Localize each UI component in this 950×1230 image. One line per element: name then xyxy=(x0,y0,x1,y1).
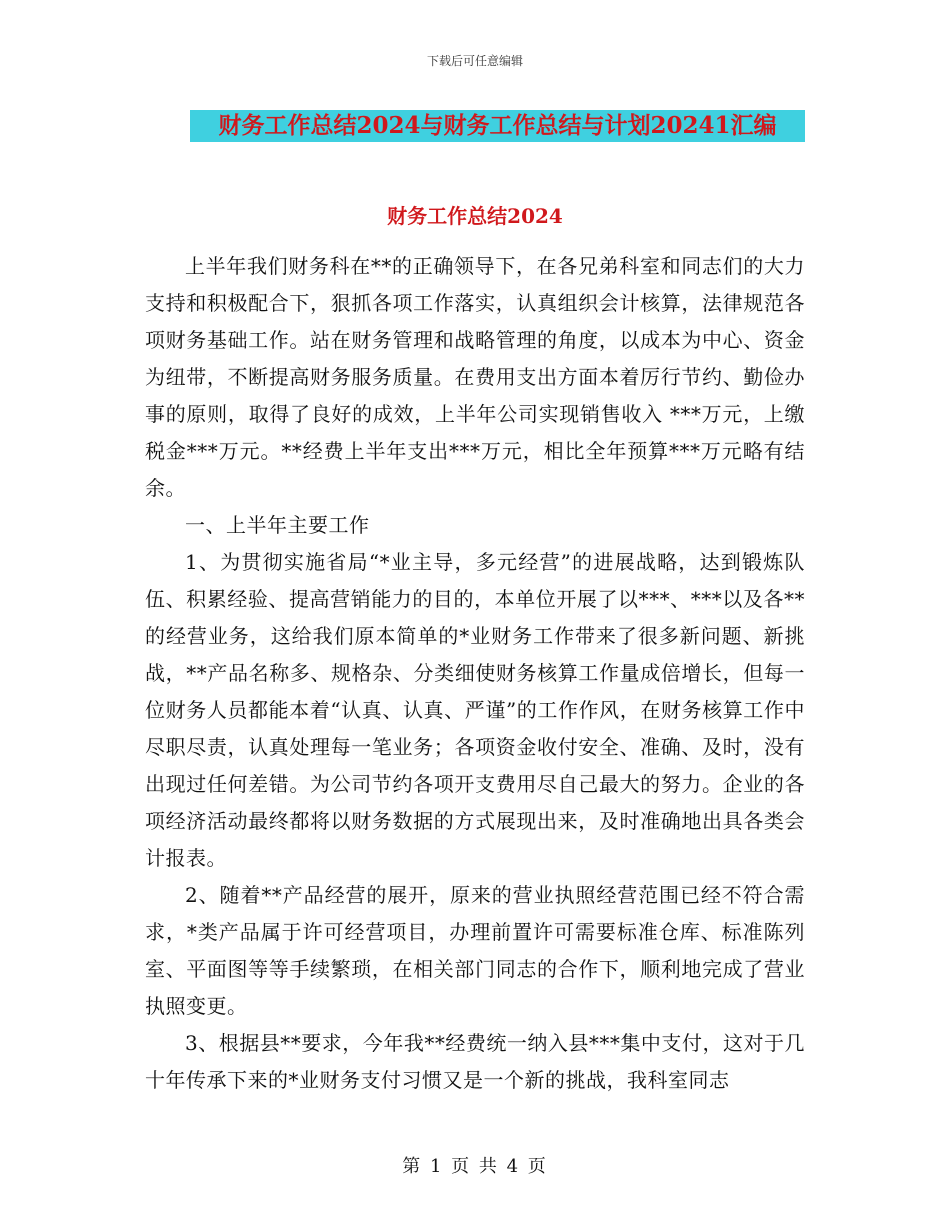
document-title: 财务工作总结2024与财务工作总结与计划20241汇编 xyxy=(190,110,805,142)
page-footer: 第 1 页 共 4 页 xyxy=(402,1156,548,1177)
section-title: 财务工作总结2024 xyxy=(387,204,563,228)
document-body xyxy=(145,248,805,1099)
page-header: 下载后可任意编辑 xyxy=(426,54,523,68)
paragraph: 2、随着**产品经营的展开，原来的营业执照经营范围已经不符合需求，*类产品属于许可经营项目，办理前置许可需要标准仓库、标准陈列室、平面图等等手续繁琐，在相关部门同志的合作下，顺利地完成了营业执照变更。 xyxy=(145,883,805,1018)
paragraph-heading: 一、上半年主要工作 xyxy=(185,513,370,537)
paragraph: 上半年我们财务科在**的正确领导下，在各兄弟科室和同志们的大力支持和积极配合下，狠抓各项工作落实，认真组织会计核算，法律规范各项财务基础工作。站在财务管理和战略管理的角度，以成本为中心、资金为纽带，不断提高财务服务质量。在费用支出方面本着厉行节约、勤俭办事的原则，取得了良好的成效，上半年公司实现销售收入 ***万元，上缴税金***万元。**经费上半年支出***万元，相比全年预算***万元略有结余。 xyxy=(145,254,805,500)
paragraph: 3、根据县**要求，今年我**经费统一纳入县***集中支付，这对于几十年传承下来的*业财务支付习惯又是一个新的挑战，我科室同志 xyxy=(145,1031,805,1092)
paragraph: 1、为贯彻实施省局“*业主导，多元经营”的进展战略，达到锻炼队伍、积累经验、提高营销能力的目的，本单位开展了以***、***以及各**的经营业务，这给我们原本简单的*业财务工作带来了很多新问题、新挑战，**产品名称多、规格杂、分类细使财务核算工作量成倍增长，但每一位财务人员都能本着“认真、认真、严谨”的工作作风，在财务核算工作中尽职尽责，认真处理每一笔业务；各项资金收付安全、准确、及时，没有出现过任何差错。为公司节约各项开支费用尽自己最大的努力。企业的各项经济活动最终都将以财务数据的方式展现出来，及时准确地出具各类会计报表。 xyxy=(145,550,805,870)
